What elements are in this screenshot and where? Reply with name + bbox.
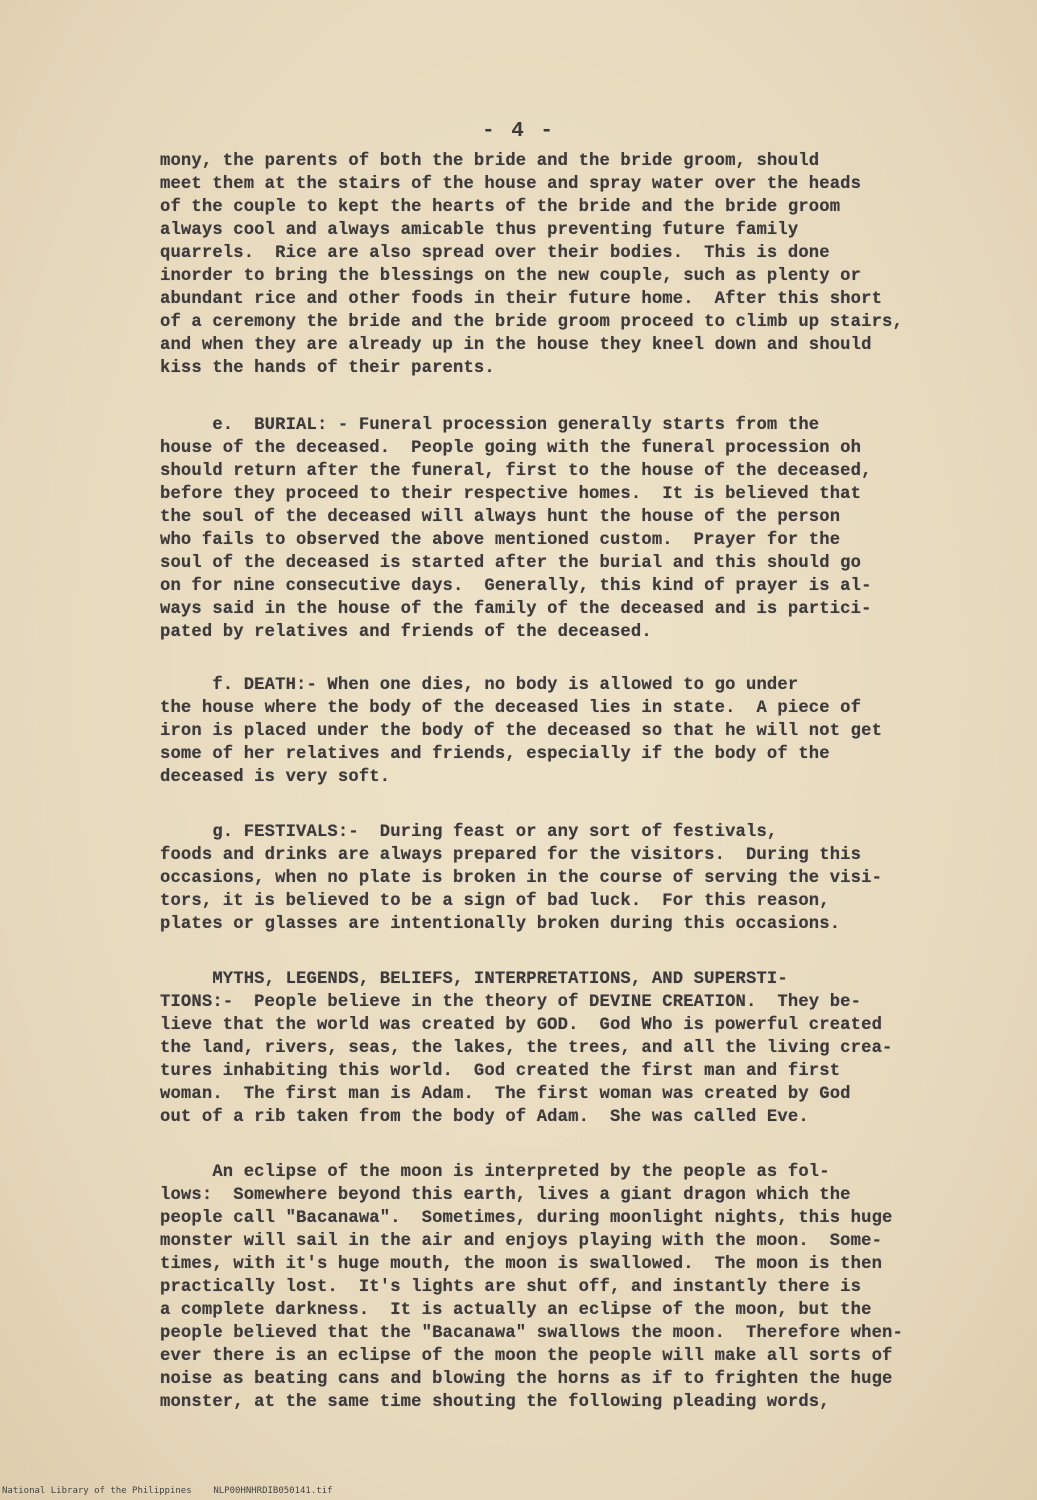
text-line: ways said in the house of the family of the deceased and is partici- bbox=[160, 600, 872, 619]
text-line: out of a rib taken from the body of Adam. She was called Eve. bbox=[160, 1108, 809, 1127]
text-line: e. BURIAL: - Funeral procession generally starts from the bbox=[160, 416, 820, 435]
text-line: deceased is very soft. bbox=[160, 768, 391, 787]
text-line: g. FESTIVALS:- During feast or any sort of festivals, bbox=[160, 823, 778, 842]
text-line: pated by relatives and friends of the deceased. bbox=[160, 623, 652, 642]
text-line: and when they are already up in the house they kneel down and should bbox=[160, 336, 872, 355]
text-line: who fails to observed the above mentioned custom. Prayer for the bbox=[160, 531, 841, 550]
text-line: f. DEATH:- When one dies, no body is allowed to go under bbox=[160, 676, 799, 695]
text-line: people call "Bacanawa". Sometimes, during moonlight nights, this huge bbox=[160, 1209, 893, 1228]
text-line: TIONS:- People believe in the theory of DEVINE CREATION. They be- bbox=[160, 993, 862, 1012]
text-line: iron is placed under the body of the deceased so that he will not get bbox=[160, 722, 883, 741]
text-line: should return after the funeral, first to the house of the deceased, bbox=[160, 462, 872, 481]
text-line: woman. The first man is Adam. The first woman was created by God bbox=[160, 1085, 851, 1104]
text-line: occasions, when no plate is broken in the course of serving the visi- bbox=[160, 869, 883, 888]
text-line: ever there is an eclipse of the moon the people will make all sorts of bbox=[160, 1347, 893, 1366]
text-line: plates or glasses are intentionally broken during this occasions. bbox=[160, 915, 841, 934]
text-line: tures inhabiting this world. God created the first man and first bbox=[160, 1062, 841, 1081]
page-number: - 4 - bbox=[481, 120, 555, 143]
text-line: on for nine consecutive days. Generally, this kind of prayer is al- bbox=[160, 577, 872, 596]
text-line: An eclipse of the moon is interpreted by the people as fol- bbox=[160, 1163, 830, 1182]
text-line: kiss the hands of their parents. bbox=[160, 359, 495, 378]
text-line: of the couple to kept the hearts of the bride and the bride groom bbox=[160, 198, 841, 217]
text-line: house of the deceased. People going with the funeral procession oh bbox=[160, 439, 862, 458]
text-line: the land, rivers, seas, the lakes, the trees, and all the living crea- bbox=[160, 1039, 893, 1058]
text-line: soul of the deceased is started after the burial and this should go bbox=[160, 554, 862, 573]
text-line: noise as beating cans and blowing the horns as if to frighten the huge bbox=[160, 1370, 893, 1389]
text-line: quarrels. Rice are also spread over their bodies. This is done bbox=[160, 244, 830, 263]
text-line: the soul of the deceased will always hunt the house of the person bbox=[160, 508, 841, 527]
text-line: meet them at the stairs of the house and spray water over the heads bbox=[160, 175, 862, 194]
text-line: foods and drinks are always prepared for the visitors. During this bbox=[160, 846, 862, 865]
text-line: monster will sail in the air and enjoys playing with the moon. Some- bbox=[160, 1232, 883, 1251]
archive-footer: National Library of the Philippines NLP00HNHRDIB050141.tif bbox=[2, 1486, 333, 1496]
text-line: MYTHS, LEGENDS, BELIEFS, INTERPRETATIONS, AND SUPERSTI- bbox=[160, 970, 788, 989]
text-line: a complete darkness. It is actually an eclipse of the moon, but the bbox=[160, 1301, 872, 1320]
text-line: lieve that the world was created by GOD. God Who is powerful created bbox=[160, 1016, 883, 1035]
text-line: times, with it's huge mouth, the moon is swallowed. The moon is then bbox=[160, 1255, 883, 1274]
text-line: abundant rice and other foods in their future home. After this short bbox=[160, 290, 883, 309]
text-line: always cool and always amicable thus preventing future family bbox=[160, 221, 799, 240]
text-line: tors, it is believed to be a sign of bad luck. For this reason, bbox=[160, 892, 830, 911]
text-line: some of her relatives and friends, especially if the body of the bbox=[160, 745, 830, 764]
text-line: people believed that the "Bacanawa" swallows the moon. Therefore when- bbox=[160, 1324, 903, 1343]
text-line: monster, at the same time shouting the following pleading words, bbox=[160, 1393, 830, 1412]
text-line: lows: Somewhere beyond this earth, lives a giant dragon which the bbox=[160, 1186, 851, 1205]
text-line: before they proceed to their respective homes. It is believed that bbox=[160, 485, 862, 504]
text-line: mony, the parents of both the bride and the bride groom, should bbox=[160, 152, 820, 171]
text-line: the house where the body of the deceased lies in state. A piece of bbox=[160, 699, 862, 718]
text-line: practically lost. It's lights are shut off, and instantly there is bbox=[160, 1278, 862, 1297]
text-line: inorder to bring the blessings on the new couple, such as plenty or bbox=[160, 267, 862, 286]
text-line: of a ceremony the bride and the bride groom proceed to climb up stairs, bbox=[160, 313, 903, 332]
